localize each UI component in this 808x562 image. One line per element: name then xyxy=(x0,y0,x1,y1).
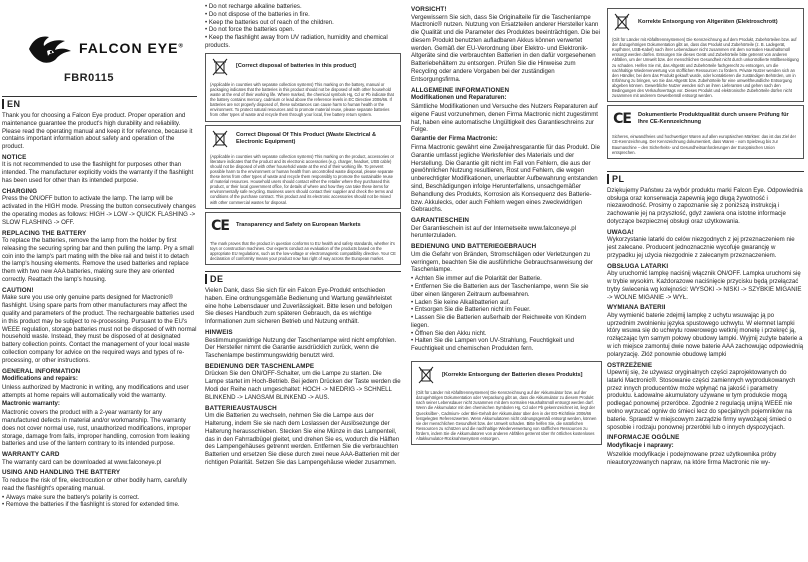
list-item: • Keep the flashlight away from UV radiation, humidity and chemical products. xyxy=(205,34,401,50)
mod-text: Wszelkie modyfikacje i podejmowane przez użytkownika próby nieautoryzowanych napraw, na które firma Mactronic nie wy- xyxy=(607,450,777,466)
box-title: [Korrekte Entsorgung der Batterien dieses Produkts] xyxy=(442,371,583,378)
list-item: • Remove the batteries if the flashlight is stored for extended time. xyxy=(2,501,197,509)
allgemeine-heading: ALLGEMEINE INFORMATIONEN xyxy=(411,86,510,94)
mods-heading: Modifications and repairs: xyxy=(2,375,78,383)
brand-logo xyxy=(27,28,197,68)
box-text: The mark proves that the product in question conforms to EU health and safety standards, whether it's toys or construction machines. Our experts conduct an evaluation of the products based on the appropriate EU regulations, such as the low-voltage or electromagnetic compatibility directive. Your CE declaration of conformity means your product now has right of way across the European market. xyxy=(210,240,396,261)
batterie-heading: BATTERIEAUSTAUSCH xyxy=(205,404,277,412)
column-en-de xyxy=(203,0,403,562)
box-title: [Correct disposal of batteries in this product] xyxy=(236,63,356,70)
entsorgung-batterien-box xyxy=(411,361,602,445)
model-number: FBR0115 xyxy=(64,72,114,84)
lang-header-de: DE xyxy=(205,271,401,284)
mod-text: Sämtliche Modifikationen und Versuche des Nutzers Reparaturen auf eigene Faust vorzunehmen, denen Firma Mactronic nicht zugestimmt hat, haben eine automatische Ungültigkeit des Garantieschreins zur Folge. xyxy=(411,102,598,134)
box-title: Korrekte Entsorgung von Altgeräten (Elektroschrott) xyxy=(638,18,778,25)
crossed-bin-icon xyxy=(611,12,633,32)
disposal-batteries-box xyxy=(205,53,401,122)
obsluga-heading: OBSŁUGA LATARKI xyxy=(607,262,669,270)
warranty-card-heading: WARRANTY CARD xyxy=(2,451,60,459)
list-item: • Keep the batteries out of reach of the children. xyxy=(205,19,401,27)
box-title: Correct Disposal Of This Product (Waste Electrical & Electronic Equipment) xyxy=(236,131,376,145)
list-item: • Achten Sie immer auf die Polarität der Batterie. xyxy=(411,275,602,283)
bedienung-batterie-heading: BEDIENUNG UND BATTERIEGEBRAUCH xyxy=(411,243,537,251)
vorsicht-heading: VORSICHT! xyxy=(411,6,447,13)
battery-bullets-de xyxy=(411,275,602,353)
replacing-text: To replace the batteries, remove the lamp from the holder by first releasing the securing spring bar and then pulling the lamp. Pry a small coin into the lamp's part mating with the bike rail and twist it to detach the lamp's housing elements. Remove the used batteries and replace them with two new AAA batteries, making sure they are oriented correctly. Reattach the lamp's housing. xyxy=(2,237,194,284)
list-item: • Entsorgen Sie die Batterien nicht im Feuer. xyxy=(411,306,602,314)
box-text: Sicheres, einwandfreies und hochwertiger Waren auf allen europäischen Märkten: das ist das Ziel der CE-Kennzeichnung. Der Kennzeichnung dokumentiert, dass Waren - vom Spielzeug bis zur Baumaschine – den Sicherheits- und Gesundheitsanforderungen der Europäischen Union entsprechen. xyxy=(612,134,796,155)
bedienung-text: Drücken Sie den ON/OFF-Schalter, um die Lampe zu starten. Die Lampe startet im Hoch-Betrieb. Bei jedem Drücken der Taste werden die Modi der Reihe nach umgeschaltet: HOCH -> NIEDRIG -> SCHNELL BLINKEND -> LANGSAM BLINKEND -> AUS. xyxy=(205,370,401,401)
box-title: Dokumentierte Produktqualität durch unsere Prüfung für Ihre CE-Kennzeichnung xyxy=(638,112,789,126)
warranty-card-text: The warranty card can be downloaded at www.falconeye.pl xyxy=(2,458,162,466)
using-text: To reduce the risk of fire, electrocution or other bodily harm, carefully read the flashlight's operating manual. xyxy=(2,476,187,492)
column-en xyxy=(0,0,201,562)
using-heading: USING AND HANDLING THE BATTERY xyxy=(2,469,121,477)
charging-text: Press the ON/OFF button to activate the lamp. The lamp will be activated in the HIGH mode. Pressing the button consecutively changes the operating modes as follows: HIGH -> LOW -> QUICK FLASHING -> SLOW FLASHING -> OFF. xyxy=(2,195,196,226)
column-de-pl xyxy=(605,0,808,562)
vorsicht-text: Vergewissern Sie sich, dass Sie Originalteile für die Taschenlampe Mactronic® nutzen. Nutzung von Ersatzteilen anderer Hersteller kann die Qualität und die Parameter des Produktes beeinträchtigen. Die bei diesem Produkt benutzten aufladbaren Akkus können verwertet werden. Gemäß der EU-Verordnung über Elektro- und Elektronik-Altgeräte sind die verbrauchten Batterien in den dafür vorgesehenen Batteriebehältern zu entsorgen. Prüfen Sie die Hinweise zum Recycling oder andere Vorgaben bei der zuständigen Entsorgungsfirma. xyxy=(411,13,601,83)
intro-text: Dziękujemy Państwu za wybór produktu marki Falcon Eye. Odpowiednia obsługa oraz konserwacja zapewnią jego długą żywotność i niezawodność. Prosimy o zapoznanie się z poniższą instrukcją i zachowanie jej na przyszłość, gdyż zawiera ona istotne informacje dotyczące bezpiecznej obsługi oraz użytkowania. xyxy=(607,186,803,225)
battery-bullets-en-b xyxy=(205,3,401,50)
replacing-heading: REPLACING THE BATTERY xyxy=(2,229,87,237)
obsluga-text: Aby uruchomić lampkę naciśnij włącznik ON/OFF. Lampka uruchomi się w trybie wysokim. Każdorazowe naciśnięcie przycisku będą przełączać tryby świecenia wg kolejności: WYSOKI -> NISKI -> SZYBKIE MIGANIE -> WOLNE MIGANIE -> WYŁ. xyxy=(607,270,802,301)
entsorgung-altgeraete-box xyxy=(607,8,804,102)
box-text: (Applicable in countries with separate collection systems) This marking on the product, accessories or literature indicates that the product and its electronic accessories (e.g. charger, headset, USB cable) should not be disposed of with other household waste at the end of their working life. To prevent possible harm to the environment or human health from uncontrolled waste disposal, please separate these items from other types of waste and recycle them responsibly to promote the sustainable reuse of material resources. Household users should contact either the retailer where they purchased this product, or their local government office, for details of where and how they can take these items for environmentally safe recycling. Business users should contact their supplier and check the terms and conditions of the purchase contract. This product and its electronic accessories should not be mixed with other commercial wastes for disposal. xyxy=(210,153,394,205)
list-item: • Öffnen Sie den Akku nicht. xyxy=(411,330,602,338)
list-item: • Always make sure the battery's polarity is correct. xyxy=(2,494,197,502)
garantieschein-heading: GARANTIESCHEIN xyxy=(411,217,470,225)
ce-mark-icon: CE xyxy=(211,217,229,234)
wymiana-text: Aby wymienić baterie zdejmij lampkę z uchytu wsuwając ją po uprzednim zwolnieniu języka spustowego uchwytu. W elemnet lampki który wsuwa się do uchwytu rowerowego wetknij monetę i przekręć ją, rozłączając tym samym połowy obudowy lampki. Wyjmij zużyte baterie a w ich miejsce zamontuj dwie nowe baterie AAA zachowując odpowiednią polaryzację. Złóż ponownie obudowę lampki xyxy=(607,311,804,358)
garantie-text: Firma Mactronic gewährt eine Zweijahresgarantie für das Produkt. Die Garantie umfasst jegliche Werksfehler des Materials und der Herstellung. Die Garantie gilt nicht im Fall von Fehlern, die aus der gewöhnlichen Nutzung resultieren, Rost und Fehlern, die wegen unberechtigter Modifikationen, unerlaubter Aufbewahrung entstanden sind, Beschädigungen infolge Herunterfallens, unsachgemäßer Behandlung des Produkts, Korrosion als Konsequenz des Batterie- bzw. Akkulecks, oder auch Fehlern wegen eines zweckwidrigen Gebrauchs. xyxy=(411,143,600,214)
mod-heading: Modyfikacje i naprawy: xyxy=(607,441,674,449)
mods-text: Unless authorized by Mactronic in writing, any modifications and user attempts at home repairs will automatically void the warranty. xyxy=(2,383,189,399)
column-de xyxy=(409,0,604,562)
list-item: • Do not dispose of the batteries in fire. xyxy=(205,11,401,19)
crossed-bin-icon xyxy=(209,129,231,149)
box-text: (Gilt für Länder mit Abfalltrennsystemen) Die Kennzeichnung auf dem Produkt, Zubehörteilen bzw. auf der dazugehörigen Dokumentation gibt an, dass das Produkt und Zubehörteile (z. B. Ladegerät, Kopfhörer, USB-Kabel) nach ihrer Lebensdauer nicht zusammen mit dem normalen Haushaltsmüll entsorgt werden dürfen. Entsorgen Sie dieses Gerät und Zubehörteile bitte getrennt von anderen Abfällen, um der Umwelt bzw. der menschlichen Gesundheit nicht durch unkontrollierte Müllbeseitigung zu schaden. Helfen Sie mit, das Altgerät und Zubehörteile fachgerecht zu entsorgen, um die nachhaltige Wiederverwertung von stofflichen Ressourcen zu fördern. Private Nutzer wenden sich an den Händler, bei dem das Produkt gekauft wurde, oder kontaktieren die zuständigen Behörden, um in Erfahrung zu bringen, wo Sie das Altgerät bzw. Zubehörteile für eine umweltfreundliche Entsorgung abgeben können. Gewerbliche Nutzer wenden sich an ihren Lieferanten und gehen nach den Bedingungen des Verkaufsvertrags vor. Dieses Produkt und elektronische Zubehörteile dürfen nicht zusammen mit anderem Gewerbemüll entsorgt werden. xyxy=(612,37,799,99)
notice-text: It is not recommended to use the flashlight for purposes other than intended. The manufacturer explicitly voids the warranty if the flashlight has been used for other than its intended purpose. xyxy=(2,161,194,185)
intro-text: Thank you for choosing a Falcon Eye product. Proper operation and maintenance guarantee the product's high durability and reliability. Please read the operating manual and keep it for reference, because it contains important information about safety and operation of the product. xyxy=(2,112,193,151)
ce-kennzeichnung-box xyxy=(607,105,804,158)
warranty-heading: Mactronic warranty: xyxy=(2,400,60,408)
disposal-weee-box xyxy=(205,125,401,209)
wymiana-heading: WYMIANA BATERII xyxy=(607,304,666,312)
bedienung-batterie-text: Um die Gefahr von Bränden, Stromschlägen oder Verletzungen zu verringern, beachten Sie die ausführliche Gebrauchsanweisung der Taschenlampe. xyxy=(411,250,593,274)
intro-text: Vielen Dank, dass Sie sich für ein Falcon Eye-Produkt entschieden haben. Eine ordnungsgemäße Bedienung und Wartung gewährleistet eine hohe Lebensdauer und Zuverlässigkeit. Bitte lesen und befolgen Sie dieses Handbuch zum späteren Gebrauch, da es wichtige Informationen zum sicheren Betrieb und Nutzung enthält. xyxy=(205,287,393,326)
ce-mark-icon: CE xyxy=(613,111,631,128)
box-title: Transparency and Safety on European Markets xyxy=(236,222,361,229)
falcon-logo-icon xyxy=(27,31,73,65)
box-text: (Applicable in countries with separate collection systems) This marking on the battery, manual or packaging indicates that the batteries in this product should not be disposed of with other household waste at the end of their working life. Where marked, the chemical symbols Hg, Cd or Pb indicate that the battery contains mercury, cadmium or lead above the reference levels in EC Directive 2006/66. If batteries are not properly disposed of, these substances can cause harm to human health or the environment. To protect natural resources and to promote material reuse, please separate batteries from other types of waste and recycle them through your local, free battery return system. xyxy=(210,81,394,118)
charging-heading: CHARGING xyxy=(2,187,38,195)
ostrzezenie-text: Upewnij się, że używasz oryginalnych części zaprojektowanych do latarki Mactronic®. Stosowanie części zamiennych wyprodukowanych przez innych producentów może wpłynąć na jakość i parametry produktu. Ładowalne akumulatory używane w tym produkcie mogą podlegać ponownej przeróbce. Zgodnie z regulacją unijną WEEE nie wolno wyrzucać ogniw do śmieci lecz do specjalnych pojemników na baterie. Sprawdź w miejscowym zarządzie firmy wywożącej śmieci o sposobie i rodzaju ponownej przeróbki lub o innych dyspozycjach. xyxy=(607,369,796,431)
uwaga-heading: UWAGA! xyxy=(607,228,634,236)
crossed-bin-icon xyxy=(209,57,231,77)
list-item: • Halten Sie die Lampen von UV-Strahlung, Feuchtigkeit und Feuchtigkeit und chemischen Produkten fern. xyxy=(411,337,602,353)
notice-heading: NOTICE xyxy=(2,153,27,161)
brand-name: FALCON EYE® xyxy=(79,40,184,56)
lang-header-pl: PL xyxy=(607,171,804,184)
hinweis-heading: HINWEIS xyxy=(205,329,233,337)
ce-box xyxy=(205,212,401,265)
warranty-text: Mactronic covers the product with a 2-year warranty for any manufactured defects in material and/or workmanship. The warranty does not cover normal use, rust, unauthorized modifications, improper storage, damage from falls, improper handling, corrosion from leaking batteries and use of the lantern contrary to its intended purpose. xyxy=(2,409,191,448)
crossed-bin-icon xyxy=(415,365,437,385)
list-item: • Do not recharge alkaline batteries. xyxy=(205,3,401,11)
uwaga-text: Wykorzystanie latarki do celów niezgodnych z jej przeznaczeniem nie jest zalecane. Producent jednoznacznie wycofuje gwarancję w przypadku jej użycia niezgodnie z zalecanym przeznaczeniem. xyxy=(607,236,795,259)
list-item: • Lassen Sie die Batterien außerhalb der Reichweite von Kindern liegen. xyxy=(411,314,602,330)
general-heading: GENERAL INFORMATION xyxy=(2,367,81,375)
garantie-heading: Garantie der Firma Mactronic: xyxy=(411,135,498,143)
caution-heading: CAUTION! xyxy=(2,286,34,294)
batterie-text: Um die Batterien zu wechseln, nehmen Sie die Lampe aus der Halterung, indem Sie sie nach dem Loslassen der Auslösezunge der Halterung herausschieben. Stecken Sie eine Münze in das Lampenteil, das in den Fahrradbügel gleitet, und drehen Sie es, wodurch die Hälften des Lampengehäuses getrennt werden. Entfernen Sie die verbrauchten Batterien und ersetzen Sie diese durch zwei neue AAA-Batterien mit der richtigen Polarität. Setzen Sie das Lampengehäuse wieder zusammen. xyxy=(205,412,400,466)
list-item: • Laden Sie keine Alkalibatterien auf. xyxy=(411,299,602,307)
caution-text: Make sure you use only genuine parts designed for Mactronic® flashlight. Using spare parts from other manufacturers may affect the quality and parameters of the product. The rechargeable batteries used in this product may be subject to re-processing. Pursuant to the EU's WEEE regulation, storage batteries must not be disposed of with normal household waste. Instead, they must be disposed of at designated battery collection points. Contact the management of your local waste collection company for advice on the required ways and types of re-processing, or other instructions. xyxy=(2,294,197,364)
informacje-heading: INFORMACJE OGÓLNE xyxy=(607,434,680,442)
list-item: • Entfernen Sie die Batterien aus der Taschenlampe, wenn Sie sie über einen längeren Zeitraum aufbewahren. xyxy=(411,283,602,299)
garantieschein-text: Der Garantieschein ist auf der Internetseite www.falconeye.pl herunterzuladen. xyxy=(411,224,576,240)
bedienung-heading: BEDIENUNG DER TASCHENLAMPE xyxy=(205,362,315,370)
lang-header-en: EN xyxy=(2,96,197,109)
mod-heading: Modifikationen und Reparaturen: xyxy=(411,94,507,102)
battery-bullets-en-a xyxy=(2,494,197,510)
box-text: (Gilt für Länder mit Abfalltrennsystemen) Die Kennzeichnung auf der Akkumulator bzw. auf der dazugehörigen Dokumentation oder Verpackung gibt an, dass die Akkumulator zu diesem Produkt nach seiner Lebensdauer nicht zusammen mit dem normalen Haushaltsmüll entsorgt werden darf. Wenn die Akkumulator mit den chemischen Symbolen Hg, Cd oder Pb gekennzeichnet ist, liegt der Quecksilber-, Cadmium- oder Blei-Gehalt der Akkumulator über den in der EG-Richtlinie 2006/66 festgelegten Referenzwerten. Wenn Akkumulatoren nicht ordnungsgemäß entsorgt werden, können sie der menschlichen Gesundheit bzw. der Umwelt schaden. Bitte helfen Sie, die natürlichen Ressourcen zu schützen und die nachhaltige Wiederverwertung von stofflichen Ressourcen zu fördern, indem Sie die Akkumulatoren von anderen Abfällen getrennt über Ihr örtliches kostenloses Altakkumulator-Rücknahmesystem entsorgen. xyxy=(416,390,597,442)
hinweis-text: Bestimmungswidrige Nutzung der Taschenlampe wird nicht empfohlen. Der Hersteller nimmt die Garantie ausdrücklich zurück, wenn die Taschenlampe bestimmungswidrig benutzt wird. xyxy=(205,336,397,360)
ostrzezenie-heading: OSTRZEŻENIE xyxy=(607,361,653,369)
list-item: • Do not force the batteries open. xyxy=(205,26,401,34)
